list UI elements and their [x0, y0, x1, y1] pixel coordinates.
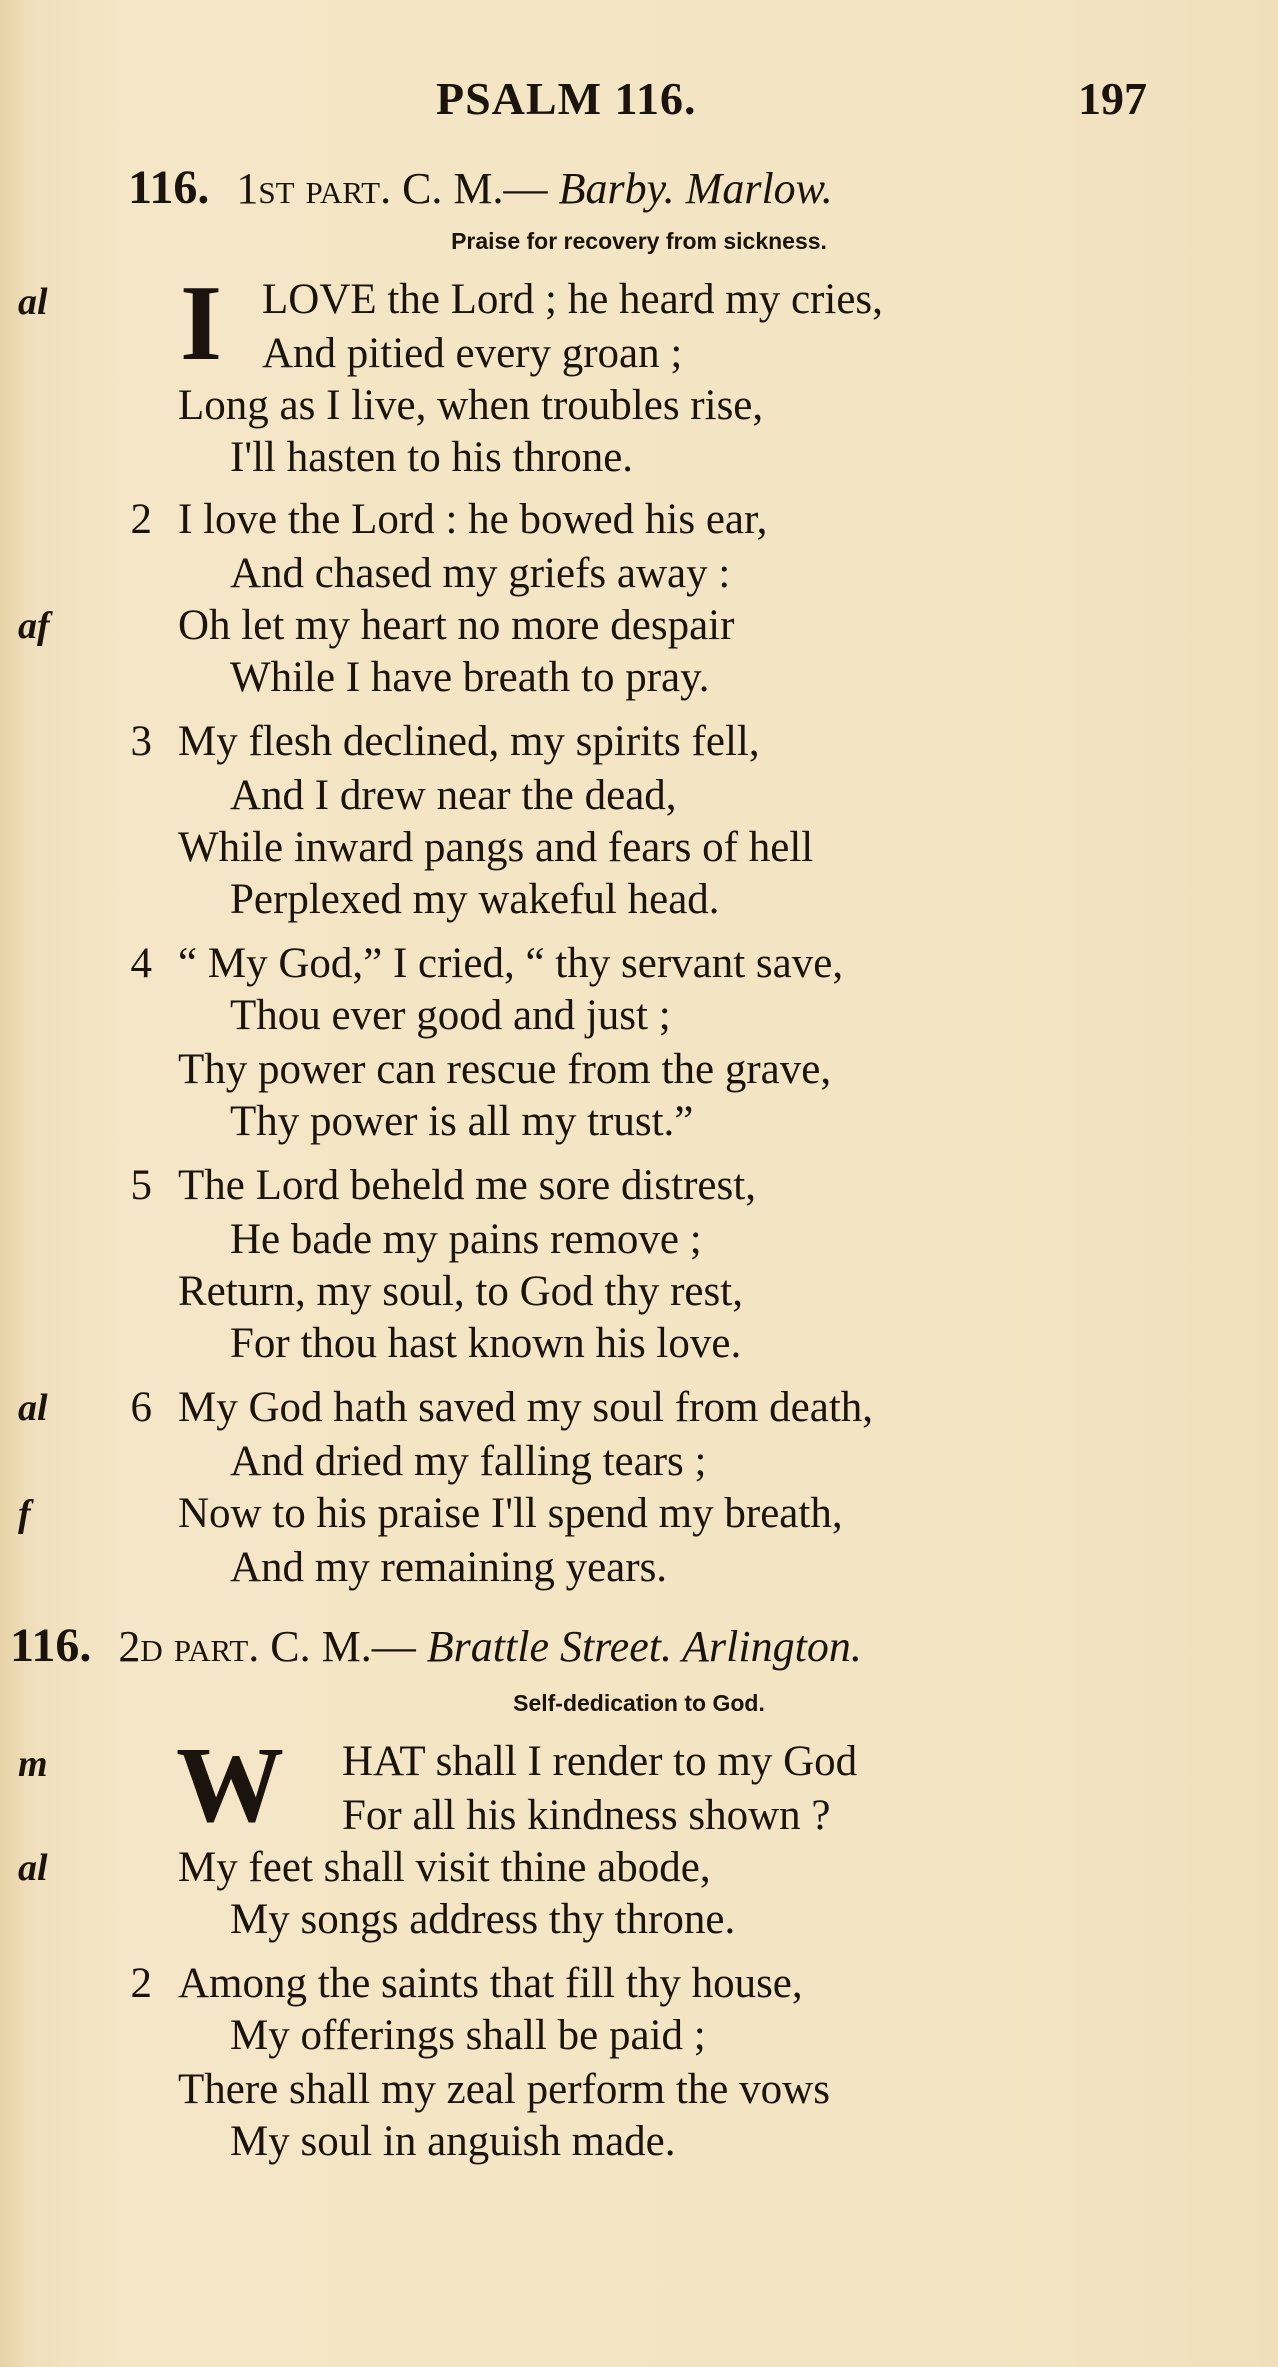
hymn-heading-2: [10, 1618, 862, 1673]
verse-line: And chased my griefs away :: [230, 550, 731, 597]
verse-line: Thou ever good and just ;: [230, 992, 671, 1039]
verse-number: 2: [130, 1960, 152, 2007]
verse-line: Perplexed my wakeful head.: [230, 876, 720, 923]
verse-line: For all his kindness shown ?: [342, 1792, 831, 1839]
verse-number: 5: [130, 1162, 152, 1209]
verse-line: Long as I live, when troubles rise,: [178, 382, 764, 429]
verse-line: My God hath saved my soul from death,: [178, 1384, 874, 1431]
verse-line: My feet shall visit thine abode,: [178, 1844, 711, 1891]
verse-line: There shall my zeal perform the vows: [178, 2066, 830, 2113]
verse-line: I love the Lord : he bowed his ear,: [178, 496, 768, 543]
verse-line: Thy power can rescue from the grave,: [178, 1046, 832, 1093]
verse-line: My songs address thy throne.: [230, 1896, 736, 1943]
hymn-tunes: Barby. Marlow.: [558, 164, 833, 213]
verse-line: My soul in anguish made.: [230, 2118, 676, 2165]
verse-line: He bade my pains remove ;: [230, 1216, 702, 1263]
verse-line: Now to his praise I'll spend my breath,: [178, 1490, 843, 1537]
hymn-part: 1st part.: [236, 164, 392, 213]
verse-line: I'll hasten to his throne.: [230, 434, 634, 481]
verse-line: And I drew near the dead,: [230, 772, 677, 819]
margin-mark: al: [18, 1847, 48, 1889]
verse-line: Return, my soul, to God thy rest,: [178, 1268, 743, 1315]
verse-number: 6: [130, 1384, 152, 1431]
verse-line: Among the saints that fill thy house,: [178, 1960, 803, 2007]
verse-line: And dried my falling tears ;: [230, 1438, 707, 1485]
verse-line: While I have breath to pray.: [230, 654, 710, 701]
hymn-subtitle: Praise for recovery from sickness.: [451, 228, 827, 254]
verse-line: Thy power is all my trust.”: [230, 1098, 694, 1145]
verse-number: 2: [130, 496, 152, 543]
hymn-number: 116.: [128, 161, 210, 214]
margin-mark: m: [18, 1743, 48, 1785]
verse-line: And pitied every groan ;: [262, 330, 683, 377]
margin-mark: af: [18, 605, 50, 647]
verse-line: “ My God,” I cried, “ thy servant save,: [178, 940, 844, 987]
verse-line: And my remaining years.: [230, 1544, 668, 1591]
hymn-meter: C. M.—: [402, 164, 548, 213]
margin-mark: al: [18, 1387, 48, 1429]
hymn-number: 116.: [10, 1619, 92, 1672]
running-title: PSALM 116.: [436, 73, 697, 124]
page-number: 197: [1078, 73, 1147, 124]
verse-number: 3: [130, 718, 152, 765]
drop-cap: I: [180, 264, 223, 383]
verse-line: My flesh declined, my spirits fell,: [178, 718, 760, 765]
drop-cap: W: [176, 1726, 284, 1845]
hymn-part: 2d part.: [118, 1622, 260, 1671]
verse-line: HAT shall I render to my God: [342, 1738, 858, 1785]
verse-line: The Lord beheld me sore distrest,: [178, 1162, 756, 1209]
verse-line: Oh let my heart no more despair: [178, 602, 735, 649]
verse-line: For thou hast known his love.: [230, 1320, 742, 1367]
margin-mark: f: [18, 1493, 31, 1535]
verse-number: 4: [130, 940, 152, 987]
hymn-heading-1: [128, 160, 833, 215]
hymn-subtitle: Self-dedication to God.: [513, 1690, 765, 1716]
margin-mark: al: [18, 281, 48, 323]
verse-line: LOVE the Lord ; he heard my cries,: [262, 276, 883, 323]
hymn-tunes: Brattle Street. Arlington.: [426, 1622, 862, 1671]
verse-line: While inward pangs and fears of hell: [178, 824, 814, 871]
verse-line: My offerings shall be paid ;: [230, 2012, 706, 2059]
hymn-meter: C. M.—: [270, 1622, 416, 1671]
